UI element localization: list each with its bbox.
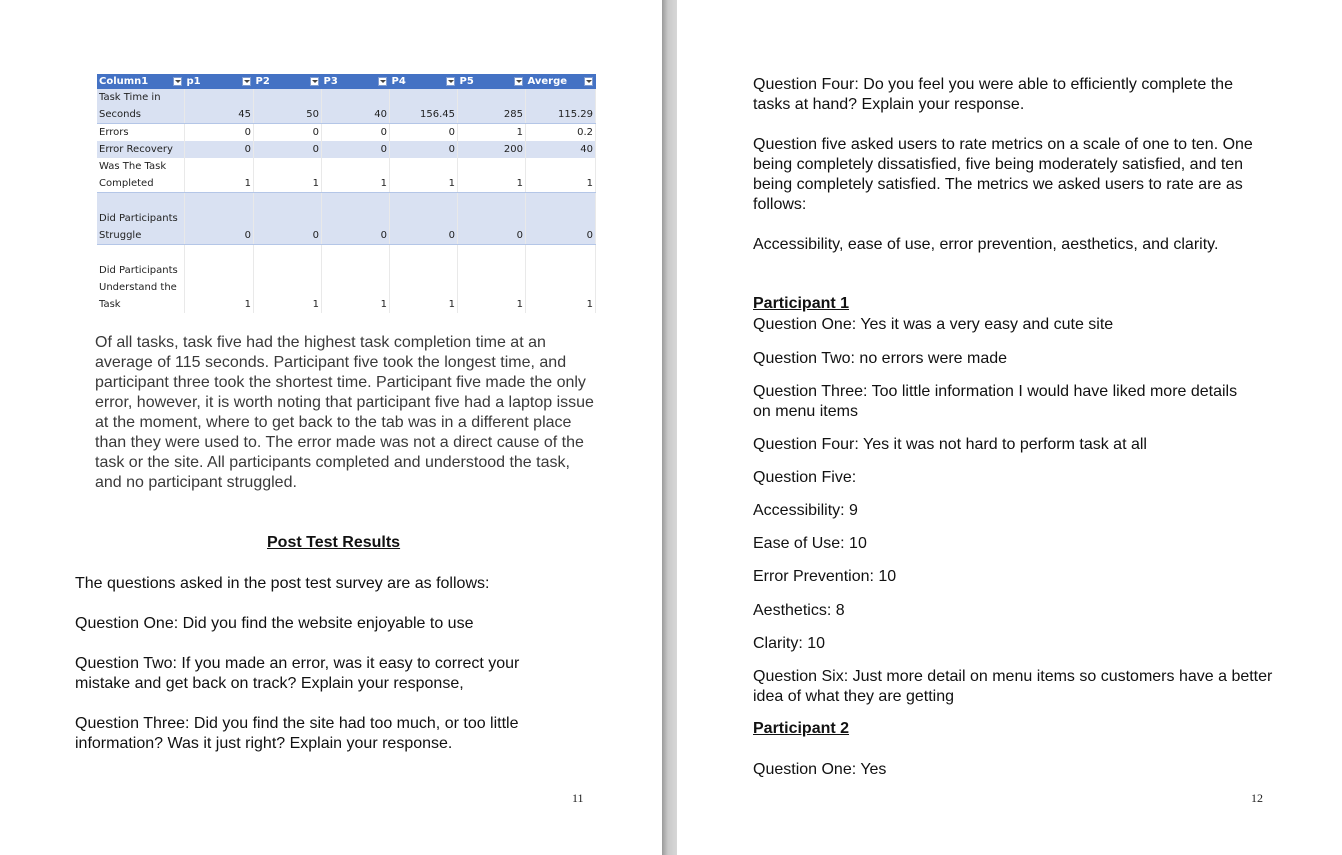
row-label-line: Did Participants xyxy=(99,265,178,276)
row-label-line: Completed xyxy=(99,178,154,189)
rating-clarity: Clarity: 10 xyxy=(753,635,826,652)
row-label-line xyxy=(99,245,182,262)
value-cell[interactable]: 0 xyxy=(322,141,390,158)
table-header-row xyxy=(97,74,596,89)
value-cell[interactable]: 285 xyxy=(458,89,526,124)
value-cell[interactable]: 200 xyxy=(458,141,526,158)
value-cell[interactable]: 0 xyxy=(322,124,390,142)
filter-dropdown-icon[interactable] xyxy=(242,77,251,86)
rated-metrics-list: Accessibility, ease of use, error prevention, aesthetics, and clarity. xyxy=(753,236,1219,253)
value-cell[interactable]: 0 xyxy=(322,193,390,245)
row-label-cell xyxy=(97,141,185,158)
value-cell[interactable]: 1 xyxy=(185,245,254,314)
participant-1-answer-one: Question One: Yes it was a very easy and cute site xyxy=(753,316,1114,333)
value-cell[interactable]: 0 xyxy=(254,141,322,158)
value-cell[interactable]: 0.2 xyxy=(526,124,596,142)
participant-2-heading: Participant 2 xyxy=(753,720,850,737)
survey-question-one: Question One: Did you find the website enjoyable to use xyxy=(75,615,474,632)
value-cell[interactable]: 1 xyxy=(390,245,458,314)
row-label-line: Task xyxy=(99,299,121,310)
value-cell[interactable]: 0 xyxy=(458,193,526,245)
task-summary-paragraph: Of all tasks, task five had the highest task completion time at an average of 115 seconds. Participant five took the longest time, and participant three took the shortest time. Participant five made the only error, however, it is worth noting that participant five had a laptop issue at the moment, where to get back to the tab was in a different place than they were used to. The error made was not a direct cause of the task or the site. All participants completed and understood the task, and no participant struggled. xyxy=(95,334,594,491)
header-p4[interactable]: P4 xyxy=(390,74,458,89)
survey-question-two: Question Two: If you made an error, was it easy to correct your mistake and get back on track? Explain your response, xyxy=(75,655,520,692)
filter-dropdown-icon[interactable] xyxy=(310,77,319,86)
participant-1-answer-four: Question Four: Yes it was not hard to perform task at all xyxy=(753,436,1147,453)
value-cell[interactable]: 1 xyxy=(322,245,390,314)
value-cell[interactable]: 1 xyxy=(254,245,322,314)
row-label-line xyxy=(99,193,182,210)
filter-dropdown-icon[interactable] xyxy=(446,77,455,86)
participant-2-answer-one: Question One: Yes xyxy=(753,761,887,778)
row-label-line: Struggle xyxy=(99,230,142,241)
value-cell[interactable]: 0 xyxy=(185,124,254,142)
participant-1-heading: Participant 1 xyxy=(753,295,850,312)
table-row xyxy=(97,158,596,193)
page-gutter xyxy=(662,0,677,855)
row-label-cell xyxy=(97,89,185,124)
page-left xyxy=(0,0,662,855)
row-label-line: Seconds xyxy=(99,109,142,120)
value-cell[interactable]: 1 xyxy=(322,158,390,193)
row-label-line: Was The Task xyxy=(99,161,167,172)
value-cell[interactable]: 156.45 xyxy=(390,89,458,124)
survey-question-five: Question five asked users to rate metrics on a scale of one to ten. One being completely dissatisfied, five being moderately satisfied, and ten being completely satisfied. The metrics we asked users to rate are as follows: xyxy=(753,136,1253,213)
filter-dropdown-icon[interactable] xyxy=(584,77,593,86)
row-label-cell xyxy=(97,245,185,314)
row-label-cell xyxy=(97,124,185,142)
participant-1-answer-two: Question Two: no errors were made xyxy=(753,350,1008,367)
row-label-cell xyxy=(97,158,185,193)
table-row xyxy=(97,141,596,158)
header-p2[interactable]: P2 xyxy=(254,74,322,89)
value-cell[interactable]: 1 xyxy=(526,245,596,314)
page-number-left: 11 xyxy=(572,791,584,805)
value-cell[interactable]: 1 xyxy=(526,158,596,193)
value-cell[interactable]: 50 xyxy=(254,89,322,124)
post-test-results-heading: Post Test Results xyxy=(267,534,401,551)
value-cell[interactable]: 0 xyxy=(185,141,254,158)
value-cell[interactable]: 0 xyxy=(254,124,322,142)
header-p3[interactable]: P3 xyxy=(322,74,390,89)
value-cell[interactable]: 1 xyxy=(458,124,526,142)
value-cell[interactable]: 1 xyxy=(458,158,526,193)
page-right xyxy=(677,0,1342,855)
survey-question-three: Question Three: Did you find the site had too much, or too little information? Was it just right? Explain your response. xyxy=(75,715,519,752)
value-cell[interactable]: 0 xyxy=(185,193,254,245)
row-label-line: Did Participants xyxy=(99,213,178,224)
value-cell[interactable]: 40 xyxy=(322,89,390,124)
filter-dropdown-icon[interactable] xyxy=(173,77,182,86)
rating-ease-of-use: Ease of Use: 10 xyxy=(753,535,867,552)
value-cell[interactable]: 0 xyxy=(254,193,322,245)
table-row xyxy=(97,89,596,124)
row-label-line: Errors xyxy=(99,127,129,138)
value-cell[interactable]: 0 xyxy=(390,193,458,245)
header-p5[interactable]: P5 xyxy=(458,74,526,89)
value-cell[interactable]: 0 xyxy=(390,141,458,158)
rating-aesthetics: Aesthetics: 8 xyxy=(753,602,845,619)
page-number-right: 12 xyxy=(1251,791,1263,805)
participant-1-answer-three: Question Three: Too little information I would have liked more details on menu items xyxy=(753,383,1238,420)
row-label-line: Task Time in xyxy=(99,92,161,103)
table-row xyxy=(97,245,596,314)
value-cell[interactable]: 115.29 xyxy=(526,89,596,124)
value-cell[interactable]: 40 xyxy=(526,141,596,158)
row-label-line: Error Recovery xyxy=(99,144,173,155)
value-cell[interactable]: 0 xyxy=(526,193,596,245)
value-cell[interactable]: 1 xyxy=(390,158,458,193)
row-label-cell xyxy=(97,193,185,245)
table-row xyxy=(97,124,596,142)
value-cell[interactable]: 1 xyxy=(254,158,322,193)
value-cell[interactable]: 1 xyxy=(185,158,254,193)
filter-dropdown-icon[interactable] xyxy=(514,77,523,86)
participant-1-answer-five: Question Five: xyxy=(753,469,857,486)
header-column1[interactable]: Column1 xyxy=(97,74,185,89)
task-results-table xyxy=(97,74,596,313)
rating-error-prevention: Error Prevention: 10 xyxy=(753,568,897,585)
survey-intro: The questions asked in the post test survey are as follows: xyxy=(75,575,490,592)
filter-dropdown-icon[interactable] xyxy=(378,77,387,86)
header-average[interactable]: Averge xyxy=(526,74,596,89)
rating-accessibility: Accessibility: 9 xyxy=(753,502,858,519)
table-row xyxy=(97,193,596,245)
row-label-line: Understand the xyxy=(99,282,177,293)
value-cell[interactable]: 0 xyxy=(390,124,458,142)
header-p1[interactable]: p1 xyxy=(185,74,254,89)
survey-question-four: Question Four: Do you feel you were able to efficiently complete the tasks at hand? Explain your response. xyxy=(753,76,1233,113)
value-cell[interactable]: 1 xyxy=(458,245,526,314)
participant-1-answer-six: Question Six: Just more detail on menu items so customers have a better idea of what they are getting xyxy=(753,668,1273,705)
value-cell[interactable]: 45 xyxy=(185,89,254,124)
